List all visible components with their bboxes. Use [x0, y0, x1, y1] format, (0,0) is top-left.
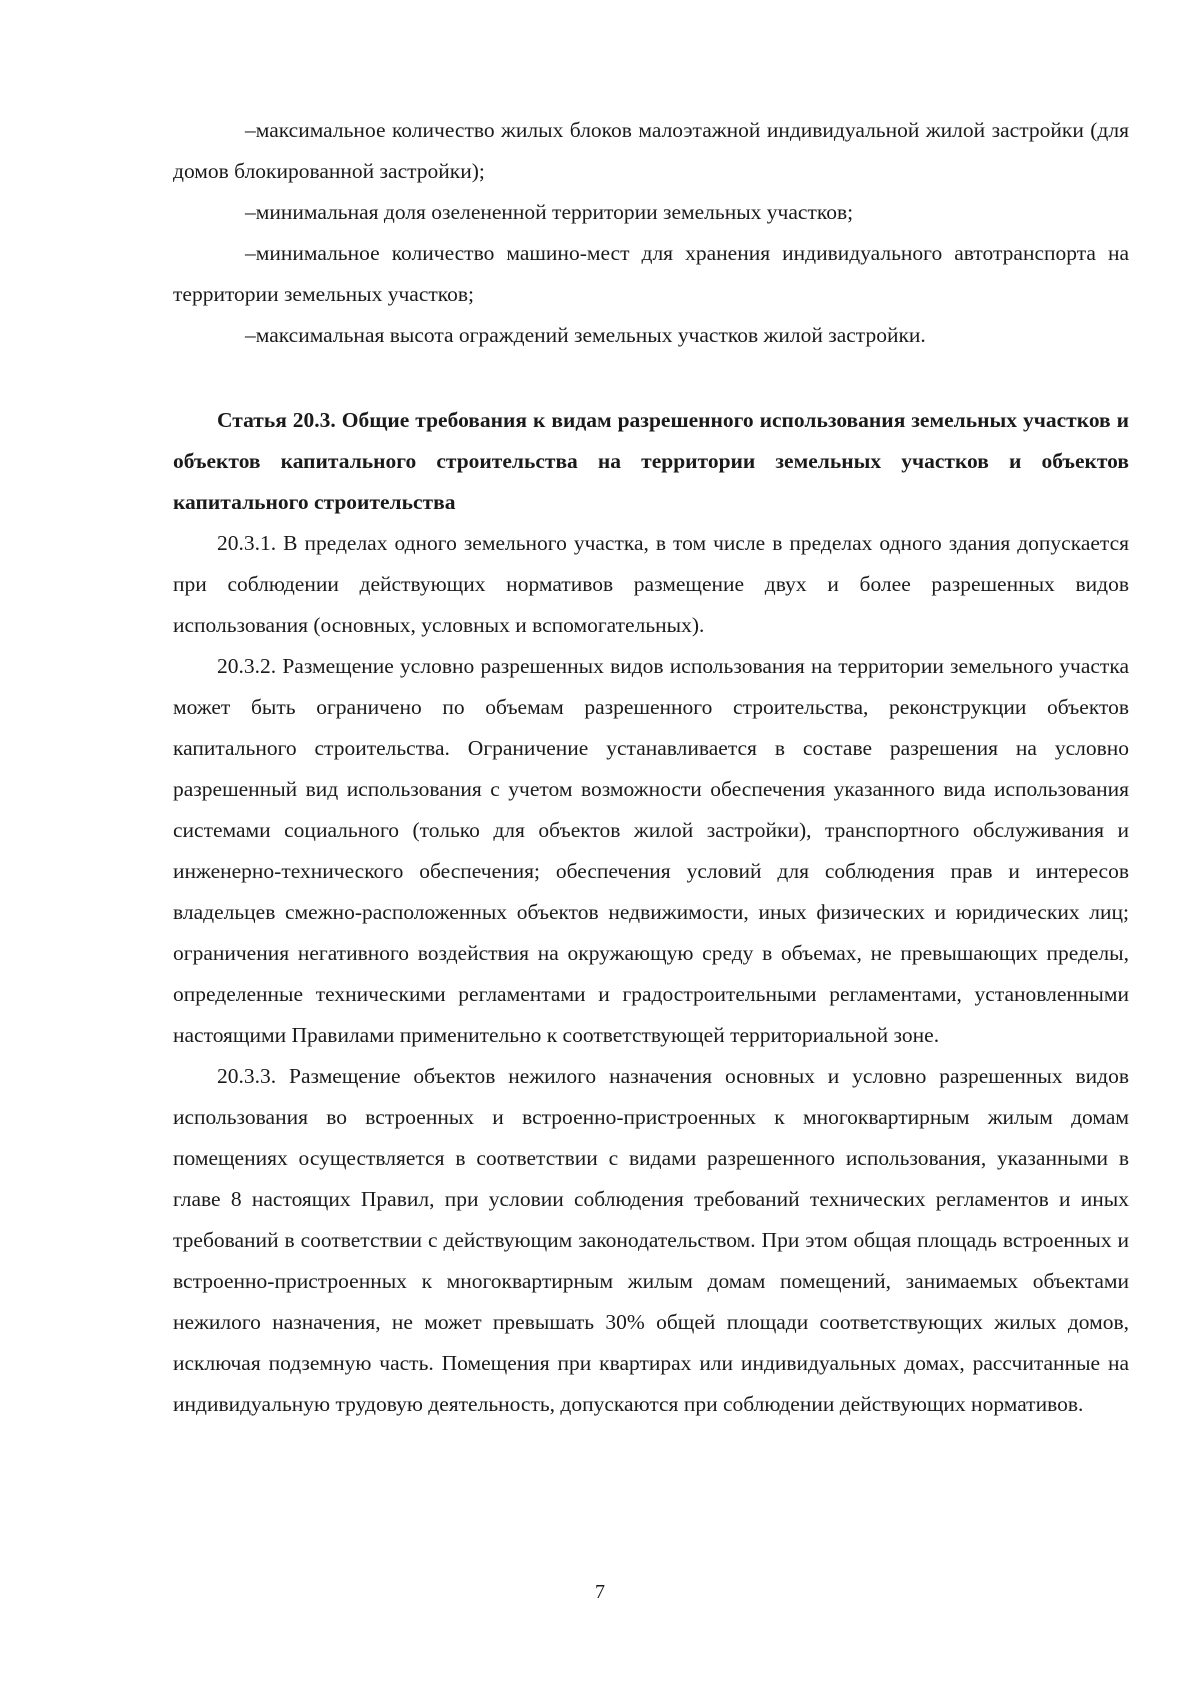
page-number: 7 [595, 1581, 605, 1603]
article-paragraph: 20.3.3. Размещение объектов нежилого назначения основных и условно разрешенных видов использования во встроенных и встроенно-пристроенных к многоквартирным жилым домам помещениях осуществляется в соответствии с видами разрешенного использования, указанными в главе 8 настоящих Правил, при условии соблюдения требований технических регламентов и иных требований в соответствии с действующим законодательством. При этом общая площадь встроенных и встроенно-пристроенных к многоквартирным жилым домам помещений, занимаемых объектами нежилого назначения, не может превышать 30% общей площади соответствующих жилых домов, исключая подземную часть. Помещения при квартирах или индивидуальных домах, рассчитанные на индивидуальную трудовую деятельность, допускаются при соблюдении действующих нормативов. [173, 1064, 1129, 1416]
list-item: –максимальное количество жилых блоков малоэтажной индивидуальной жилой застройки (для домов блокированной застройки); [173, 118, 1129, 183]
list-item: –максимальная высота ограждений земельных участков жилой застройки. [245, 323, 926, 347]
list-item: –минимальная доля озелененной территории земельных участков; [245, 200, 854, 224]
document-page [173, 110, 1129, 1425]
list-item: –минимальное количество машино-мест для хранения индивидуального автотранспорта на территории земельных участков; [173, 241, 1129, 306]
article-paragraph: 20.3.1. В пределах одного земельного участка, в том числе в пределах одного здания допускается при соблюдении действующих нормативов размещение двух и более разрешенных видов использования (основных, условных и вспомогательных). [173, 531, 1129, 637]
article-paragraph: 20.3.2. Размещение условно разрешенных видов использования на территории земельного участка может быть ограничено по объемам разрешенного строительства, реконструкции объектов капитального строительства. Ограничение устанавливается в составе разрешения на условно разрешенный вид использования с учетом возможности обеспечения указанного вида использования системами социального (только для объектов жилой застройки), транспортного обслуживания и инженерно-технического обеспечения; обеспечения условий для соблюдения прав и интересов владельцев смежно-расположенных объектов недвижимости, иных физических и юридических лиц; ограничения негативного воздействия на окружающую среду в объемах, не превышающих пределы, определенные техническими регламентами и градостроительными регламентами, установленными настоящими Правилами применительно к соответствующей территориальной зоне. [173, 654, 1129, 1047]
article-heading: Статья 20.3. Общие требования к видам разрешенного использования земельных участков и объектов капитального строительства на территории земельных участков и объектов капитального строительства [173, 408, 1129, 514]
